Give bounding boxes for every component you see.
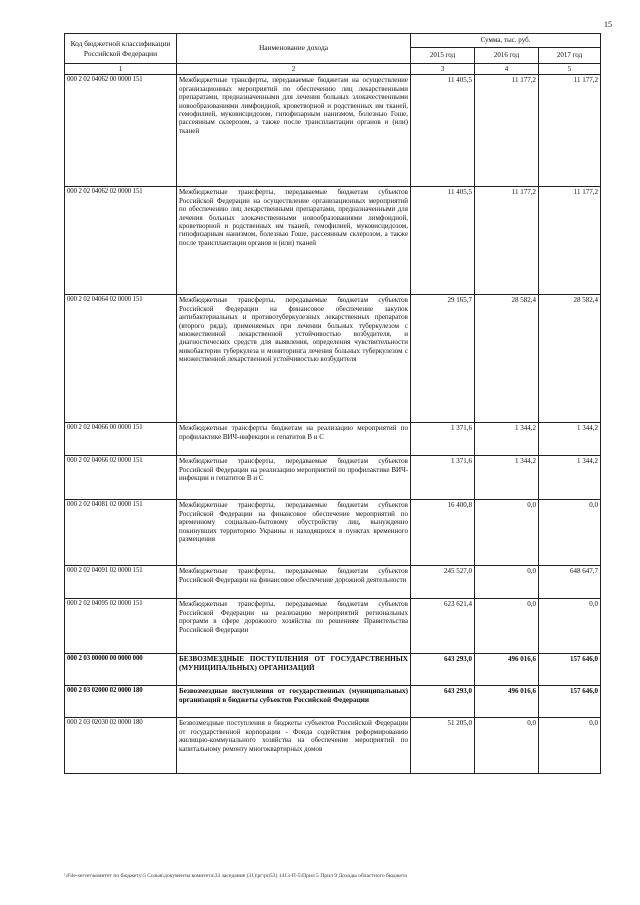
row-value-2016: 28 582,4 [475, 295, 539, 423]
row-name: Межбюджетные трансферты, передаваемые бюджетам субъектов Российской Федерации на финансовое обеспечение дорожной деятельности [177, 566, 411, 599]
row-value-2015: 643 293,0 [411, 686, 475, 718]
table-row [65, 187, 601, 295]
row-code: 000 2 02 04062 02 0000 151 [65, 187, 177, 295]
row-value-2017: 11 177,2 [539, 75, 601, 187]
row-value-2016: 0,0 [475, 566, 539, 599]
row-value-2017: 157 646,0 [539, 686, 601, 718]
row-value-2016: 1 344,2 [475, 456, 539, 500]
table-row [65, 599, 601, 654]
row-code: 000 2 02 04091 02 0000 151 [65, 566, 177, 599]
row-value-2016: 0,0 [475, 718, 539, 774]
budget-table [64, 33, 601, 774]
row-name: Безвозмездные поступления от государственных (муниципальных) организаций в бюджеты субъектов Российской Федерации [177, 686, 411, 718]
row-value-2017: 1 344,2 [539, 456, 601, 500]
column-index: 5 [539, 64, 601, 75]
table-row [65, 500, 601, 566]
row-code: 000 2 02 04062 00 0000 151 [65, 75, 177, 187]
row-value-2017: 0,0 [539, 599, 601, 654]
row-value-2015: 11 405,5 [411, 187, 475, 295]
row-value-2017: 28 582,4 [539, 295, 601, 423]
row-value-2015: 16 400,8 [411, 500, 475, 566]
row-name: Межбюджетные трансферты бюджетам на реализацию мероприятий по профилактике ВИЧ-инфекции и гепатитов В и С [177, 423, 411, 456]
row-value-2017: 157 646,0 [539, 654, 601, 686]
row-value-2015: 1 371,6 [411, 456, 475, 500]
header-year-2015: 2015 год [411, 48, 475, 64]
table-row [65, 566, 601, 599]
row-value-2016: 0,0 [475, 599, 539, 654]
table-row [65, 718, 601, 774]
column-index: 4 [475, 64, 539, 75]
row-name: Межбюджетные трансферты, передаваемые бюджетам на осуществление организационных мероприятий по обеспечению лиц лекарственными препаратами, предназначенными для лечения больных злокачественными новообразованиями лимфоидной, кроветворной и родственных им тканей, гемофилией, муковисцидозом, гипофизарным нанизмом, болезнью Гоше, рассеянным склерозом, а также после трансплантации органов и (или) тканей [177, 75, 411, 187]
row-value-2016: 11 177,2 [475, 187, 539, 295]
table-row [65, 295, 601, 423]
table-row [65, 423, 601, 456]
table-row [65, 686, 601, 718]
table-row [65, 654, 601, 686]
row-code: 000 2 02 04066 02 0000 151 [65, 456, 177, 500]
row-code: 000 2 02 04064 02 0000 151 [65, 295, 177, 423]
row-value-2016: 496 016,6 [475, 686, 539, 718]
row-value-2017: 11 177,2 [539, 187, 601, 295]
header-code: Код бюджетной классификации Российской Федерации [65, 34, 177, 64]
row-code: 000 2 02 04095 02 0000 151 [65, 599, 177, 654]
row-name: Безвозмездные поступления в бюджеты субъектов Российской Федерации от государственной корпорации - Фонда содействия реформированию жилищно-коммунального хозяйства на обеспечение мероприятий по капитальному ремонту многоквартирных домов [177, 718, 411, 774]
header-name: Наименование дохода [177, 34, 411, 64]
row-name: Межбюджетные трансферты, передаваемые бюджетам субъектов Российской Федерации на финансовое обеспечение мероприятий по временному социально-бытовому обустройству лиц, вынужденно покинувших территорию Украины и находящихся в пунктах временного размещения [177, 500, 411, 566]
row-value-2017: 648 647,7 [539, 566, 601, 599]
row-name: Межбюджетные трансферты, передаваемые бюджетам субъектов Российской Федерации на осуществление организационных мероприятий по обеспечению лиц лекарственными препаратами, предназначенными для лечения больных злокачественными новообразованиями лимфоидной, кроветворной и родственных им тканей, гемофилией, муковисцидозом, гипофизарным нанизмом, болезнью Гоше, рассеянным склерозом, а также после трансплантации органов и (или) тканей [177, 187, 411, 295]
row-code: 000 2 03 02030 02 0000 180 [65, 718, 177, 774]
row-value-2015: 1 371,6 [411, 423, 475, 456]
row-code: 000 2 02 04066 00 0000 151 [65, 423, 177, 456]
row-code: 000 2 02 04081 02 0000 151 [65, 500, 177, 566]
row-code: 000 2 03 02000 02 0000 180 [65, 686, 177, 718]
row-name: БЕЗВОЗМЕЗДНЫЕ ПОСТУПЛЕНИЯ ОТ ГОСУДАРСТВЕННЫХ (МУНИЦИПАЛЬНЫХ) ОРГАНИЗАЦИЙ [177, 654, 411, 686]
row-value-2015: 29 165,7 [411, 295, 475, 423]
column-index: 2 [177, 64, 411, 75]
table-row [65, 456, 601, 500]
row-value-2016: 1 344,2 [475, 423, 539, 456]
row-name: Межбюджетные трансферты, передаваемые бюджетам субъектов Российской Федерации на реализацию мероприятий по профилактике ВИЧ-инфекции и гепатитов В и С [177, 456, 411, 500]
header-year-2017: 2017 год [539, 48, 601, 64]
page-number: 15 [604, 20, 612, 29]
row-name: Межбюджетные трансферты, передаваемые бюджетам субъектов Российской Федерации на реализацию мероприятий региональных программ в сфере дорожного хозяйства по решениям Правительства Российской Федерации [177, 599, 411, 654]
row-value-2017: 1 344,2 [539, 423, 601, 456]
row-value-2015: 11 405,5 [411, 75, 475, 187]
row-value-2016: 11 177,2 [475, 75, 539, 187]
header-sum: Сумма, тыс. руб. [411, 34, 601, 48]
row-code: 000 2 03 00000 00 0000 000 [65, 654, 177, 686]
row-value-2016: 496 016,6 [475, 654, 539, 686]
row-value-2015: 51 205,0 [411, 718, 475, 774]
row-value-2015: 245 527,0 [411, 566, 475, 599]
row-value-2015: 623 621,4 [411, 599, 475, 654]
row-value-2016: 0,0 [475, 500, 539, 566]
row-value-2017: 0,0 [539, 500, 601, 566]
footer-file-path: \\File-server\комитет по бюджету\5 Созыв\документы комитета\33 заседание (31)\рг\рп53) 1413-П-5\Прил 5 Прил 9 Доходы областного бюджета [64, 873, 407, 879]
row-name: Межбюджетные трансферты, передаваемые бюджетам субъектов Российской Федерации на финансовое обеспечение закупок антибактериальных и противотуберкулезных лекарственных препаратов (второго ряда), применяемых при лечении больных туберкулезом с множественной лекарственной устойчивостью возбудителя, и диагностических средств для выявления, определения чувствительности микобактерии туберкулеза и мониторинга лечения больных туберкулезом с множественной лекарственной устойчивостью возбудителя [177, 295, 411, 423]
column-index: 3 [411, 64, 475, 75]
header-year-2016: 2016 год [475, 48, 539, 64]
table-row [65, 75, 601, 187]
row-value-2017: 0,0 [539, 718, 601, 774]
row-value-2015: 643 293,0 [411, 654, 475, 686]
column-index: 1 [65, 64, 177, 75]
